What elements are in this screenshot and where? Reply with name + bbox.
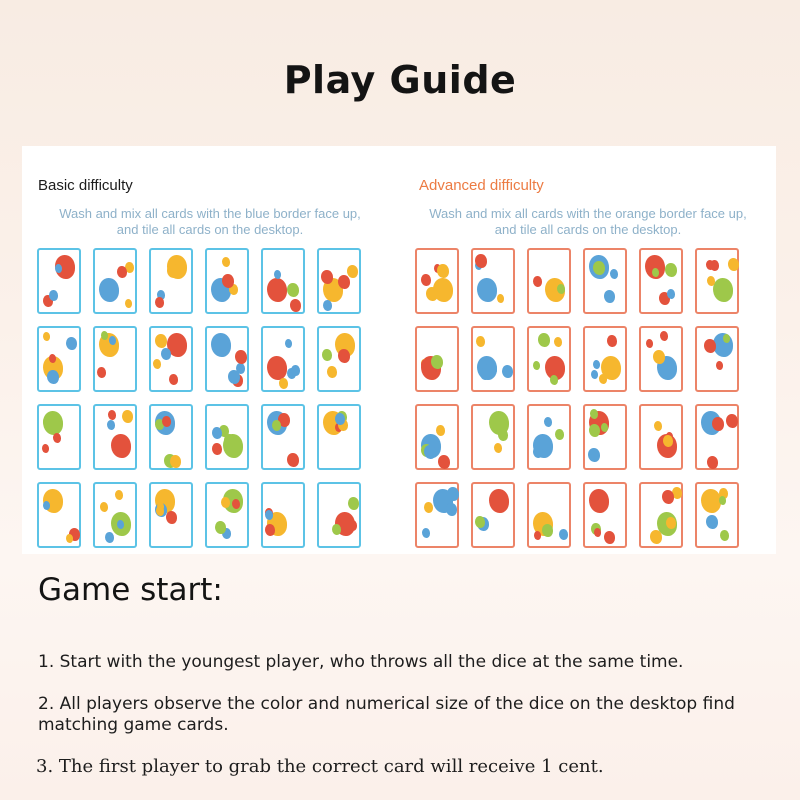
dino-figure-icon [477,278,497,302]
small-dino-icon [122,410,133,423]
basic-game-card [37,404,81,470]
small-dino-icon [285,339,292,348]
small-dino-icon [55,264,62,273]
basic-game-card [261,326,305,392]
basic-game-card [261,248,305,314]
small-dino-icon [161,348,171,360]
advanced-game-card [471,248,515,314]
advanced-game-card [695,248,739,314]
small-dino-icon [424,502,433,513]
small-dino-icon [653,350,665,364]
advanced-game-card [695,482,739,548]
small-dino-icon [652,268,659,277]
step-3-text: 3. The first player to grab the correct card will receive 1 cent. [36,756,604,777]
small-dino-icon [593,360,600,369]
dino-figure-icon [211,333,231,357]
small-dino-icon [221,497,230,508]
small-dino-icon [494,443,502,453]
basic-game-card [261,482,305,548]
small-dino-icon [338,275,350,289]
basic-game-card [317,404,361,470]
small-dino-icon [555,429,564,440]
small-dino-icon [663,435,673,447]
basic-game-card [317,482,361,548]
small-dino-icon [421,274,431,286]
small-dino-icon [43,332,50,341]
small-dino-icon [117,520,124,529]
small-dino-icon [607,335,617,347]
basic-game-card [149,248,193,314]
step-1-text: 1. Start with the youngest player, who throws all the dice at the same time. [38,652,684,672]
basic-game-card [317,248,361,314]
small-dino-icon [101,331,108,340]
small-dino-icon [660,331,668,341]
small-dino-icon [66,534,73,543]
small-dino-icon [654,421,662,431]
small-dino-icon [43,416,53,428]
small-dino-icon [666,517,676,529]
small-dino-icon [426,287,438,301]
small-dino-icon [279,378,288,389]
advanced-game-card [639,404,683,470]
small-dino-icon [43,501,50,510]
dino-figure-icon [267,356,287,380]
small-dino-icon [108,410,116,420]
small-dino-icon [167,264,179,278]
advanced-game-card [415,248,459,314]
basic-game-card [261,404,305,470]
advanced-game-card [695,326,739,392]
small-dino-icon [728,258,739,271]
advanced-game-card [527,482,571,548]
small-dino-icon [222,274,234,288]
small-dino-icon [287,283,299,297]
small-dino-icon [100,502,108,512]
small-dino-icon [550,375,558,385]
basic-game-card [205,326,249,392]
basic-game-card [205,404,249,470]
basic-description-line-1: Wash and mix all cards with the blue border face up, [59,206,361,221]
small-dino-icon [533,446,543,458]
small-dino-icon [47,370,59,384]
small-dino-icon [447,487,459,501]
small-dino-icon [599,374,607,384]
advanced-game-card [471,482,515,548]
advanced-game-card [527,248,571,314]
advanced-game-card [415,326,459,392]
advanced-game-card [583,482,627,548]
small-dino-icon [707,276,715,286]
advanced-description-line-2: and tile all cards on the desktop. [494,222,682,237]
small-dino-icon [153,359,161,369]
small-dino-icon [321,270,333,284]
basic-game-card [205,482,249,548]
small-dino-icon [49,354,56,363]
small-dino-icon [591,370,598,379]
advanced-game-card [695,404,739,470]
small-dino-icon [322,349,332,361]
basic-difficulty-description [22,206,398,238]
small-dino-icon [155,297,164,308]
small-dino-icon [490,495,500,507]
advanced-game-card [639,248,683,314]
small-dino-icon [593,261,605,275]
small-dino-icon [534,531,541,540]
small-dino-icon [265,524,275,536]
advanced-game-card [415,404,459,470]
small-dino-icon [162,416,171,427]
small-dino-icon [66,337,77,350]
advanced-game-card [639,482,683,548]
dino-figure-icon [701,489,721,513]
small-dino-icon [421,359,431,371]
small-dino-icon [726,414,738,428]
small-dino-icon [650,530,662,544]
small-dino-icon [594,528,601,537]
small-dino-icon [327,366,337,378]
small-dino-icon [291,365,300,376]
small-dino-icon [348,497,359,510]
small-dino-icon [235,350,247,364]
page-title: Play Guide [283,58,517,102]
small-dino-icon [601,423,608,432]
small-dino-icon [476,336,485,347]
small-dino-icon [155,334,167,348]
basic-game-card [205,248,249,314]
advanced-game-card [639,326,683,392]
dino-figure-icon [713,278,733,302]
small-dino-icon [436,425,445,436]
small-dino-icon [49,290,58,301]
small-dino-icon [97,367,106,378]
small-dino-icon [712,417,724,431]
step-2-text: 2. All players observe the color and numerical size of the dice on the desktop find matching game cards. [38,694,735,735]
small-dino-icon [272,420,281,431]
small-dino-icon [446,503,457,516]
small-dino-icon [212,427,222,439]
small-dino-icon [125,299,132,308]
small-dino-icon [590,409,598,419]
small-dino-icon [646,339,653,348]
advanced-game-card [415,482,459,548]
small-dino-icon [502,365,513,378]
small-dino-icon [348,520,357,531]
small-dino-icon [667,289,675,299]
small-dino-icon [224,434,235,447]
basic-card-grid [22,248,398,550]
small-dino-icon [274,270,281,279]
small-dino-icon [538,333,550,347]
basic-game-card [149,482,193,548]
small-dino-icon [720,530,729,541]
small-dino-icon [559,529,568,540]
basic-game-card [317,326,361,392]
dino-figure-icon [99,278,119,302]
advanced-game-card [471,404,515,470]
small-dino-icon [287,453,299,467]
basic-game-card [93,248,137,314]
dino-figure-icon [267,278,287,302]
small-dino-icon [719,496,726,505]
small-dino-icon [498,429,508,441]
small-dino-icon [707,456,718,469]
basic-game-card [149,404,193,470]
basic-game-card [37,326,81,392]
small-dino-icon [42,444,49,453]
small-dino-icon [704,339,716,353]
basic-game-card [149,326,193,392]
advanced-difficulty-description [400,206,776,238]
basic-game-card [93,326,137,392]
small-dino-icon [716,361,723,370]
small-dino-icon [557,284,565,294]
small-dino-icon [323,300,332,311]
small-dino-icon [166,511,177,524]
small-dino-icon [422,528,430,538]
small-dino-icon [604,531,615,544]
small-dino-icon [588,448,600,462]
small-dino-icon [265,510,273,520]
small-dino-icon [107,420,115,430]
small-dino-icon [117,266,127,278]
small-dino-icon [170,455,181,468]
small-dino-icon [723,334,730,343]
small-dino-icon [222,257,230,267]
advanced-card-grid [400,248,776,550]
small-dino-icon [212,443,222,455]
basic-description-line-2: and tile all cards on the desktop. [116,222,304,237]
small-dino-icon [485,362,497,376]
small-dino-icon [115,490,123,500]
advanced-game-card [527,326,571,392]
basic-game-card [37,248,81,314]
small-dino-icon [169,374,178,385]
basic-game-card [93,404,137,470]
small-dino-icon [554,337,562,347]
advanced-difficulty-section [400,146,776,554]
small-dino-icon [53,433,61,443]
advanced-game-card [583,404,627,470]
small-dino-icon [589,424,600,437]
game-start-heading: Game start: [38,572,223,608]
basic-difficulty-title: Basic difficulty [38,177,133,194]
dino-figure-icon [589,489,609,513]
small-dino-icon [542,524,553,537]
small-dino-icon [610,269,618,279]
advanced-game-card [471,326,515,392]
small-dino-icon [438,455,450,469]
small-dino-icon [475,254,487,268]
small-dino-icon [215,521,226,534]
small-dino-icon [544,417,552,427]
small-dino-icon [662,490,674,504]
small-dino-icon [665,263,677,277]
small-dino-icon [706,515,718,529]
small-dino-icon [533,361,540,370]
advanced-game-card [527,404,571,470]
rules-panel [22,146,776,554]
small-dino-icon [475,516,485,528]
small-dino-icon [431,355,443,369]
small-dino-icon [495,415,506,428]
small-dino-icon [232,499,240,509]
advanced-difficulty-title: Advanced difficulty [419,177,544,194]
small-dino-icon [156,506,164,516]
small-dino-icon [533,276,542,287]
basic-game-card [93,482,137,548]
small-dino-icon [604,290,615,303]
small-dino-icon [109,336,116,345]
small-dino-icon [290,299,301,312]
basic-game-card [37,482,81,548]
basic-difficulty-section [22,146,398,554]
small-dino-icon [424,445,436,459]
small-dino-icon [497,294,504,303]
small-dino-icon [437,264,449,278]
dino-figure-icon [111,434,131,458]
advanced-game-card [583,248,627,314]
small-dino-icon [338,349,350,363]
small-dino-icon [335,413,345,425]
small-dino-icon [347,265,358,278]
small-dino-icon [228,370,240,384]
advanced-description-line-1: Wash and mix all cards with the orange border face up, [429,206,747,221]
small-dino-icon [105,532,114,543]
advanced-game-card [583,326,627,392]
small-dino-icon [332,524,341,535]
small-dino-icon [706,260,714,270]
